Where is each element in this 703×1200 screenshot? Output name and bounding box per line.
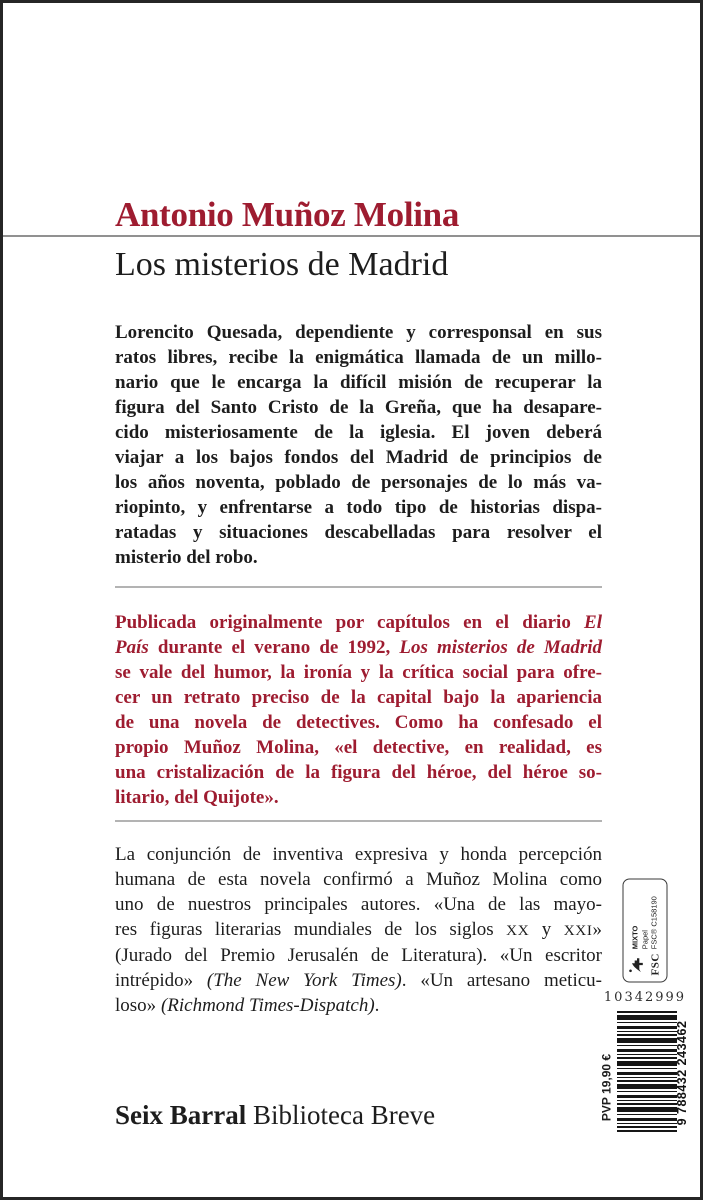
fsc-license-text: FSC® C158190 xyxy=(649,895,659,949)
book-title: Los misterios de Madrid xyxy=(115,246,449,283)
ean-barcode-bars xyxy=(617,1011,677,1132)
fsc-material-text: Papel xyxy=(639,929,649,949)
publisher-imprint xyxy=(115,1100,435,1131)
synopsis-paragraph: Lorencito Quesada, dependiente y corresponsal en sus ratos libres, recibe la enigmática llamada de un millo- nario que le encarga la difícil misión de recuperar la figura del Santo Cristo de la Greña, que ha desapare- cido misteriosamente de la iglesia. El joven deberá viajar a los bajos fondos del Madrid de principios de los años noventa, poblado de personajes de lo más va- riopinto, y enfrentarse a todo tipo de historias dispa- ratadas y situaciones descabelladas para resolver el misterio del robo. xyxy=(115,322,602,568)
publisher-name: Seix Barral xyxy=(115,1100,247,1130)
fsc-type-text: MIXTO xyxy=(629,925,639,949)
author-name: Antonio Muñoz Molina xyxy=(115,195,460,234)
collection-name: Biblioteca Breve xyxy=(252,1100,436,1130)
author-underline-rule xyxy=(3,235,700,237)
fsc-certification-label xyxy=(622,878,667,982)
product-code: 10342999 xyxy=(603,990,687,1005)
price-label: PVP 19,90 € xyxy=(599,1053,613,1121)
praise-paragraph: La conjunción de inventiva expresiva y honda percepción humana de esta novela confirmó a Muñoz Molina como uno de nuestros principales autores. «Una de las mayo- res figuras literarias mundiales de los siglos XX y XXI» (Jurado del Premio Jerusalén de Literatura). «Un escritor intrépido» (The New York Times). «Un artesano meticu- loso» (Richmond Times-Dispatch). xyxy=(115,844,602,1016)
fsc-tree-checkmark-icon xyxy=(628,954,649,973)
fsc-brand-text: FSC xyxy=(649,952,661,975)
section-divider xyxy=(115,820,602,822)
section-divider xyxy=(115,586,602,588)
isbn-number: 9 788432 243462 xyxy=(675,1020,689,1126)
publication-note-paragraph: Publicada originalmente por capítulos en el diario El País durante el verano de 1992, Los misterios de Madrid se vale del humor, la ironía y la crítica social para ofre- cer un retrato preciso de la capital bajo la apariencia de una novela de detectives. Como ha confesado el propio Muñoz Molina, «el detective, en realidad, es una cristalización de la figura del héroe, del héroe so- litario, del Quijote». xyxy=(115,612,603,808)
